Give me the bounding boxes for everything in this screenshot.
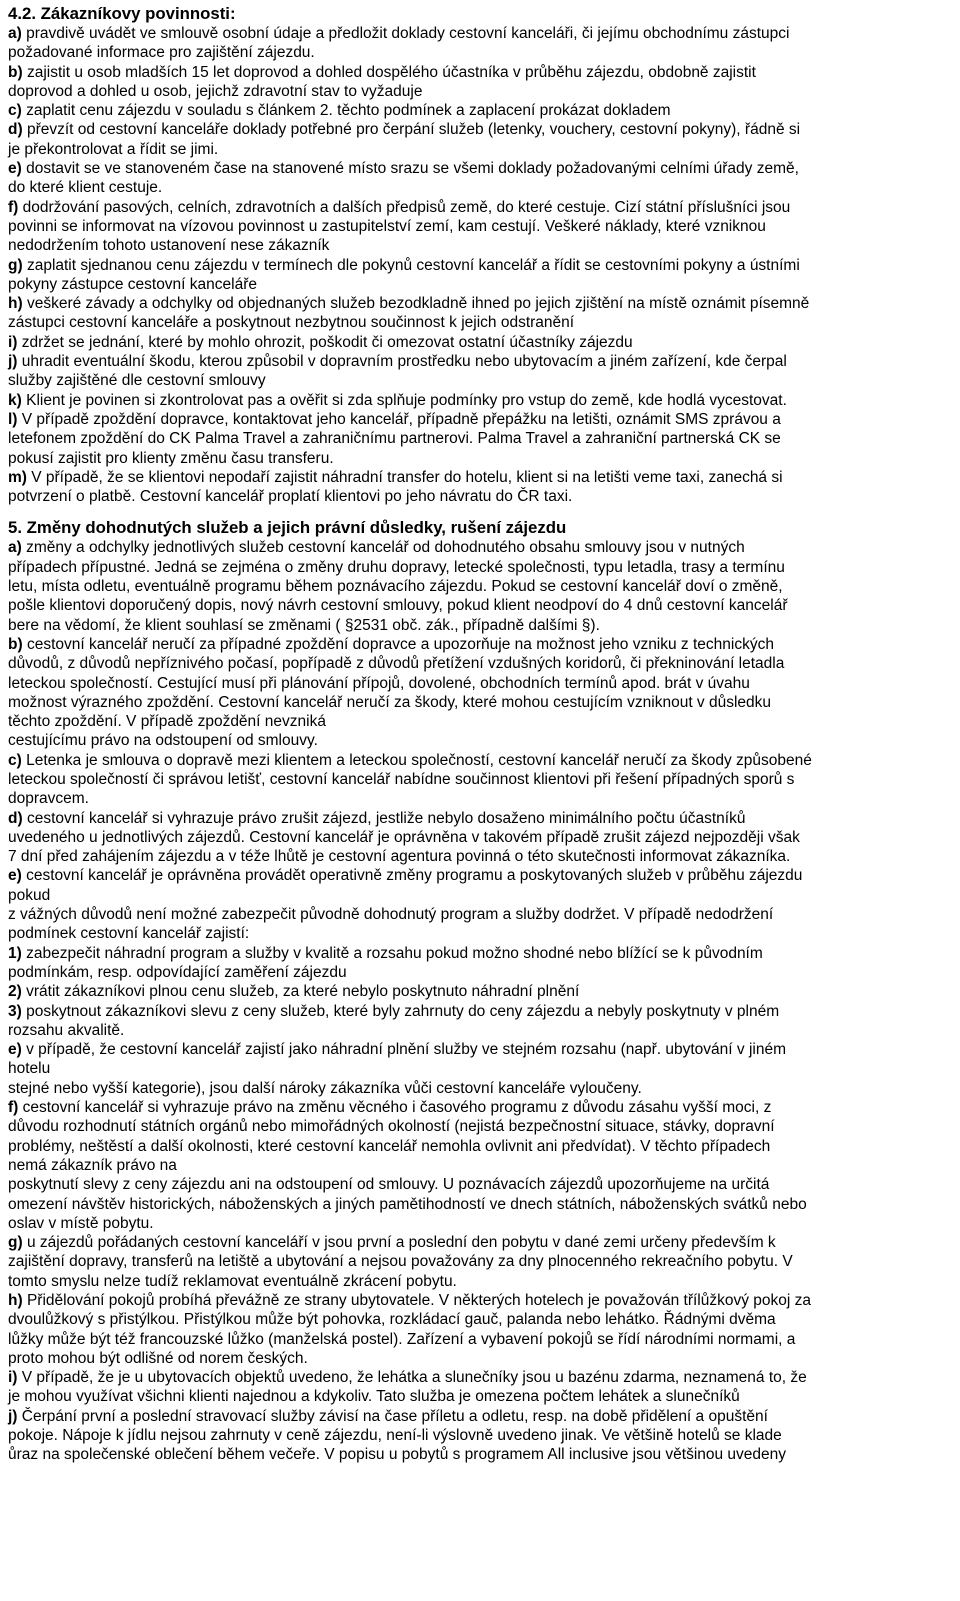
clause-label: e): [8, 1041, 22, 1059]
clause-text: zabezpečit náhradní program a služby v kvalitě a rozsahu pokud možno shodné nebo blížící se k původním podmínkám, resp. odpovídající zaměření zájezdu: [8, 944, 763, 981]
clause-label: j): [8, 353, 18, 371]
clause-paragraph: [8, 333, 950, 352]
clause-text: Letenka je smlouva o dopravě mezi klientem a leteckou společností, cestovní kancelář neručí za škody způsobené leteckou společností či správou letišť, cestovní kancelář nabídne součinnost klientovi při řešení případných sporů s dopravcem.: [8, 751, 812, 808]
clause-paragraph: [8, 1233, 950, 1291]
clause-label: g): [8, 256, 23, 274]
clause-paragraph: [8, 635, 950, 751]
clause-label: f): [8, 198, 19, 216]
section-5-heading: 5. Změny dohodnutých služeb a jejich právní důsledky, rušení zájezdu: [8, 518, 567, 538]
clause-text: zdržet se jednání, které by mohlo ohrozit, poškodit či omezovat ostatní účastníky zájezdu: [17, 333, 633, 351]
clause-label: a): [8, 25, 22, 42]
clause-paragraph: [8, 410, 950, 468]
clause-paragraph: [8, 982, 950, 1001]
clause-paragraph: [8, 256, 950, 295]
clause-text: Klient je povinen si zkontrolovat pas a ověřit si zda splňuje podmínky pro vstup do země, kde hodlá vycestovat.: [21, 391, 787, 409]
clause-text: pravdivě uvádět ve smlouvě osobní údaje a předložit doklady cestovní kanceláři, či jejímu obchodnímu zástupci požadované informace pro zajištění zájezdu.: [8, 25, 790, 62]
section-4-2-heading: 4.2. Zákazníkovy povinnosti:: [8, 4, 236, 23]
clause-text: vrátit zákazníkovi plnou cenu služeb, za které nebylo poskytnuto náhradní plnění: [21, 983, 580, 1001]
clause-paragraph: [8, 120, 950, 159]
clause-paragraph: [8, 751, 950, 809]
clause-paragraph: [8, 101, 950, 120]
clause-paragraph: [8, 1291, 950, 1368]
clause-label: 3): [8, 1002, 22, 1020]
clause-paragraph: [8, 294, 950, 333]
clause-text: změny a odchylky jednotlivých služeb cestovní kancelář od dohodnutého obsahu smlouvy jsou v nutných případech přípustné. Jedná se zejména o změny druhu dopravy, letecké společnosti, typu letadla, trasy a termínu letu, místa odletu, eventuálně programu během poznávacího zájezdu. Pokud se cestovní kancelář doví o změně, pošle klientovi doporučený dopis, nový návrh cestovní smlouvy, pokud klient neodpoví do 4 dnů cestovní kancelář bere na vědomí, že klient souhlasí se změnami ( §2531 obč. zák., případně dalšími §).: [8, 539, 788, 634]
clause-text: cestovní kancelář si vyhrazuje právo na změnu věcného i časového programu z důvodu zásahu vyšší moci, z důvodu rozhodnutí státních orgánů nebo mimořádných okolností (nejistá bezpečnostní situace, stávky, dopravní problémy, neštěstí a další okolnosti, které cestovní kancelář nemohla ovlivnit ani předvídat). V těchto případech nemá zákazník právo na poskytnutí slevy z ceny zájezdu ani na odstoupení od smlouvy. U poznávacích zájezdů upozorňujeme na určitá omezení návštěv historických, náboženských a jiných pamětihodností ve dnech státních, náboženských svátků nebo oslav v místě pobytu.: [8, 1099, 807, 1232]
clause-paragraph: [8, 1098, 950, 1233]
clause-label: c): [8, 102, 22, 120]
clause-paragraph: [8, 159, 950, 198]
clause-paragraph: [8, 63, 950, 102]
clause-text: cestovní kancelář neručí za případné zpoždění dopravce a upozorňuje na možnost jeho vzniku z technických důvodů, z důvodů nepříznivého počasí, popřípadě z důvodů přetížení vzdušných koridorů, či překninování letadla leteckou společností. Cestující musí při plánování přípojů, dovolené, obchodních termínů apod. brát v úvahu možnost výrazného zpoždění. Cestovní kancelář neručí za škody, které mohou cestujícím vzniknout v důsledku těchto zpoždění. V případě zpoždění nevzniká cestujícímu právo na odstoupení od smlouvy.: [8, 635, 785, 750]
clause-text: poskytnout zákazníkovi slevu z ceny služeb, které byly zahrnuty do ceny zájezdu a nebyly poskytnuty v plném rozsahu akvalitě.: [8, 1002, 780, 1039]
clause-label: b): [8, 635, 23, 653]
clause-paragraph: [8, 1407, 950, 1465]
clause-label: k): [8, 391, 22, 409]
clause-text: zaplatit sjednanou cenu zájezdu v termínech dle pokynů cestovní kancelář a řídit se cestovními pokyny a ústními pokyny zástupce cestovní kanceláře: [8, 256, 800, 293]
clause-label: d): [8, 121, 23, 139]
clause-label: c): [8, 751, 22, 769]
clause-paragraph: [8, 468, 950, 507]
clause-label: 1): [8, 944, 22, 962]
clause-text: zajistit u osob mladších 15 let doprovod a dohled dospělého účastníka v průběhu zájezdu, obdobně zajistit doprovod a dohled u osob, jejichž zdravotní stav to vyžaduje: [8, 63, 756, 100]
clause-paragraph: [8, 809, 950, 867]
clause-text: zaplatit cenu zájezdu v souladu s článkem 2. těchto podmínek a zaplacení prokázat dokladem: [21, 102, 671, 120]
clause-text: převzít od cestovní kanceláře doklady potřebné pro čerpání služeb (letenky, vouchery, cestovní pokyny), řádně si je překontrolovat a řídit se jimi.: [8, 121, 801, 158]
clause-label: f): [8, 1099, 19, 1117]
clause-label: h): [8, 1292, 23, 1309]
clause-label: a): [8, 539, 22, 557]
clause-label: l): [8, 410, 18, 428]
clause-text: V případě, že je u ubytovacích objektů uvedeno, že lehátka a slunečníky jsou u bazénu zdarma, neznamená to, že je mohou využívat všichni klienti najednou a kdykoliv. Tato služba je omezena počtem lehátek a slunečníků: [8, 1369, 807, 1406]
clause-text: dostavit se ve stanoveném čase na stanovené místo srazu se všemi doklady požadovanými celními úřady země, do které klient cestuje.: [8, 160, 799, 197]
clause-text: V případě zpoždění dopravce, kontaktovat jeho kancelář, případně přepážku na letišti, oznámit SMS zprávou a letefonem zpoždění do CK Palma Travel a zahraničnímu partnerovi. Palma Travel a zahraniční partnerská CK se pokusí zajistit pro klienty změnu času transferu.: [8, 410, 781, 467]
clause-text: veškeré závady a odchylky od objednaných služeb bezodkladně ihned po jejich zjištění na místě oznámit písemně zástupci cestovní kanceláře a poskytnout nezbytnou součinnost k jejich odstranění: [8, 295, 810, 332]
clause-label: 2): [8, 983, 22, 1001]
clause-paragraph: [8, 352, 950, 391]
clause-paragraph: [8, 1368, 950, 1407]
clause-text: V případě, že se klientovi nepodaří zajistit náhradní transfer do hotelu, klient si na letišti veme taxi, zanechá si potvrzení o platbě. Cestovní kancelář proplatí klientovi po jeho návratu do ČR taxi.: [8, 468, 783, 506]
clause-paragraph: [8, 866, 950, 943]
clause-label: d): [8, 809, 23, 827]
clause-label: m): [8, 468, 27, 486]
clause-label: b): [8, 63, 23, 81]
clause-paragraph: [8, 198, 950, 256]
clause-text: u zájezdů pořádaných cestovní kanceláří v jsou první a poslední den pobytu v dané zemi určeny především k zajištění dopravy, transferů na letiště a ubytování a nejsou považovány za dny plnocenného rekreačního pobytu. V tomto smyslu nelze tudíž reklamovat eventuálně zkrácení pobytu.: [8, 1234, 793, 1290]
clause-paragraph: [8, 391, 950, 410]
clause-label: h): [8, 295, 23, 313]
clause-paragraph: [8, 538, 950, 634]
clause-label: i): [8, 333, 18, 351]
clause-text: cestovní kancelář je oprávněna provádět operativně změny programu a poskytovaných služeb v průběhu zájezdu pokud z vážných důvodů není možné zabezpečit původně dohodnutý program a služby dodržet. V případě nedodržení podmínek cestovní kancelář zajistí:: [8, 867, 803, 943]
clause-paragraph: [8, 1040, 950, 1098]
clause-label: e): [8, 160, 22, 178]
clause-text: Čerpání první a poslední stravovací služby závisí na čase příletu a odletu, resp. na době přidělení a opuštění pokoje. Nápoje k jídlu nejsou zahrnuty v ceně zájezdu, není-li výslovně uvedeno jinak. Ve většině hotelů se klade ůraz na společenské oblečení během večeře. V popisu u pobytů s programem All inclusive jsou většinou uvedeny: [8, 1407, 787, 1464]
clause-text: cestovní kancelář si vyhrazuje právo zrušit zájezd, jestliže nebylo dosaženo minimálního počtu účastníků uvedeného u jednotlivých zájezdů. Cestovní kancelář je oprávněna v takovém případě zrušit zájezd nejpozději však 7 dní před zahájením zájezdu a v téže lhůtě je cestovní agentura povinná o této skutečnosti informovat zákazníka.: [8, 809, 800, 866]
clause-label: g): [8, 1234, 23, 1252]
clause-text: Přidělování pokojů probíhá převážně ze strany ubytovatele. V některých hotelech je považován třílůžkový pokoj za dvoulůžkový s přistýlkou. Přistýlkou může být pohovka, rozkládací gauč, palanda nebo lehátko. Řádnými dvěma lůžky může být též francouzské lůžko (manželská postel). Zařízení a vybavení pokojů se řídí národními normami, a proto mohou být odlišné od norem českých.: [8, 1292, 812, 1367]
clause-text: v případě, že cestovní kancelář zajistí jako náhradní plnění služby ve stejném rozsahu (např. ubytování v jiném hotelu stejné nebo vyšší kategorie), jsou další nároky zákazníka vůči cestovní kanceláře vyloučeny.: [8, 1041, 787, 1097]
clause-label: i): [8, 1369, 18, 1387]
clause-paragraph: [8, 944, 950, 983]
clause-paragraph: [8, 1002, 950, 1041]
clause-label: j): [8, 1407, 18, 1425]
section-5-list: [8, 538, 950, 1464]
clause-label: e): [8, 867, 22, 885]
section-4-2-list: [8, 24, 950, 506]
clause-text: uhradit eventuální škodu, kterou způsobil v dopravním prostředku nebo ubytovacím a jiném zařízení, kde čerpal služby zajištěné dle cestovní smlouvy: [8, 353, 787, 390]
clause-text: dodržování pasových, celních, zdravotních a dalších předpisů země, do které cestuje. Cizí státní příslušníci jsou povinni se informovat na vízovou povinnost u zastupitelství zemí, kam cestují. Veškeré náklady, které vzniknou nedodržením tohoto ustanovení nese zákazník: [8, 198, 791, 255]
clause-paragraph: [8, 24, 950, 63]
